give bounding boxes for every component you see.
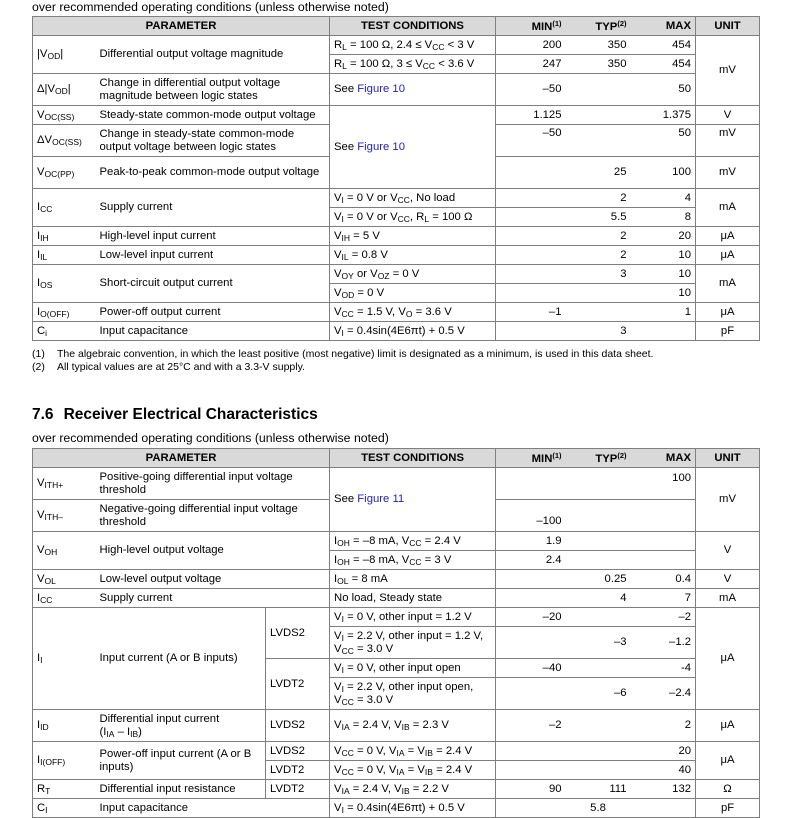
min-value [496,189,566,208]
max-value: 100 [631,157,696,189]
param-symbol: $V_{OC(PP)}$ [33,157,96,189]
param-description: Change in differential output voltage magnitude between logic states [96,74,330,106]
typ-value: 2 [566,189,631,208]
receiver-electrical-characteristics-table [32,448,760,818]
typ-value: 111 [566,780,631,799]
typ-value: 3 [566,322,631,341]
typ-value: 3 [566,265,631,284]
min-value [496,284,566,303]
typ-value [566,125,631,157]
param-symbol: $R_T$ [33,780,96,799]
typ-value [566,608,631,627]
table-footnotes [32,348,653,374]
param-description: Supply current [96,589,330,608]
test-condition: $I_{OH} = -8$ mA, $V_{CC} = 3$ V [330,551,496,570]
min-value [496,678,566,710]
test-condition: $I_{OH} = -8$ mA, $V_{CC} = 2.4$ V [330,532,496,551]
param-symbol: $\Delta|V_{OD}|$ [33,74,96,106]
max-value [631,500,696,532]
max-value: 10 [631,246,696,265]
param-description: Input capacitance [96,322,330,341]
test-condition: $R_L = 100$ Ω, $2.4 \le V_{CC} < 3$ V [330,36,496,55]
unit-value: μA [696,227,760,246]
param-symbol: $I_{IL}$ [33,246,96,265]
receiver-table-subtitle: over recommended operating conditions (unless otherwise noted) [32,431,389,445]
min-value [496,157,566,189]
typ-value: –6 [566,678,631,710]
min-value: –100 [496,500,566,532]
max-value: 1 [631,303,696,322]
unit-value: pF [696,322,760,341]
min-value: 247 [496,55,566,74]
header-min: MIN$^{(1)}$ [496,17,566,36]
param-description: High-level input current [96,227,330,246]
typ-value [566,532,631,551]
max-value: –1.2 [631,627,696,659]
test-condition: $V_{IH} = 5$ V [330,227,496,246]
min-value: 2.4 [496,551,566,570]
typ-value: 2 [566,227,631,246]
min-value: –50 [496,125,566,157]
unit-value: μA [696,246,760,265]
table-row [33,36,760,55]
unit-value: V [696,106,760,125]
table-row [33,780,760,799]
max-value: 4 [631,189,696,208]
param-symbol: $I_{OS}$ [33,265,96,303]
typ-value: 4 [566,589,631,608]
test-condition: $V_{CC} = 1.5$ V, $V_O = 3.6$ V [330,303,496,322]
param-symbol: $V_{ITH-}$ [33,500,96,532]
typ-value: –3 [566,627,631,659]
typ-value: 5.8 [566,799,631,818]
param-description: Change in steady-state common-mode output voltage between logic states [96,125,330,157]
min-value: 1.125 [496,106,566,125]
device-variant: LVDS2 [266,608,330,659]
table-row [33,106,760,125]
param-symbol: $C_i$ [33,322,96,341]
table-row [33,74,760,106]
figure-10-link[interactable]: Figure 10 [357,140,405,153]
test-condition: $V_I = 0.4\sin(4E6\pi t) + 0.5$ V [330,799,496,818]
param-description: Differential input resistance [96,780,266,799]
param-symbol: $\Delta V_{OC(SS)}$ [33,125,96,157]
param-symbol: $V_{OL}$ [33,570,96,589]
typ-value [566,284,631,303]
param-description: Power-off output current [96,303,330,322]
min-value [496,589,566,608]
unit-value: mV [696,468,760,532]
param-symbol: $C_I$ [33,799,96,818]
figure-11-link[interactable]: Figure 11 [357,493,405,506]
max-value: 20 [631,742,696,761]
unit-value: μA [696,608,760,710]
unit-value: μA [696,710,760,742]
min-value: 200 [496,36,566,55]
param-symbol: $V_{OH}$ [33,532,96,570]
max-value [631,322,696,341]
test-condition: $V_I = 2.2$ V, other input = 1.2 V, $V_{CC} = 3.0$ V [330,627,496,659]
param-description: Input current (A or B inputs) [96,608,266,710]
min-value: –40 [496,659,566,678]
test-condition: $V_{IA} = 2.4$ V, $V_{IB} = 2.3$ V [330,710,496,742]
param-description: Peak-to-peak common-mode output voltage [96,157,330,189]
typ-value: 0.25 [566,570,631,589]
max-value: 1.375 [631,106,696,125]
unit-value: mV [696,36,760,106]
device-variant: LVDT2 [266,659,330,710]
max-value: 40 [631,761,696,780]
max-value: –2.4 [631,678,696,710]
param-description: Low-level output voltage [96,570,330,589]
header-unit: UNIT [696,17,760,36]
min-value [496,468,566,500]
table-row [33,468,760,500]
table-row [33,570,760,589]
table-row [33,189,760,208]
test-condition: $V_{IL} = 0.8$ V [330,246,496,265]
min-value [496,627,566,659]
max-value: 454 [631,36,696,55]
unit-value: V [696,532,760,570]
header-typ: TYP$^{(2)}$ [566,17,631,36]
device-variant: LVDS2 [266,742,330,761]
section-heading [32,406,318,424]
param-symbol: $I_{ID}$ [33,710,96,742]
driver-table-subtitle: over recommended operating conditions (unless otherwise noted) [32,0,389,14]
max-value: 20 [631,227,696,246]
max-value: –2 [631,608,696,627]
typ-value: 350 [566,55,631,74]
max-value: 100 [631,468,696,500]
header-min: MIN$^{(1)}$ [496,449,566,468]
param-symbol: $I_I$ [33,608,96,710]
table-row [33,265,760,284]
table-row [33,589,760,608]
param-description: Steady-state common-mode output voltage [96,106,330,125]
header-test-conditions: TEST CONDITIONS [330,17,496,36]
typ-value [566,742,631,761]
param-symbol: $I_{IH}$ [33,227,96,246]
test-condition: $V_I = 0$ V, other input = 1.2 V [330,608,496,627]
max-value: 50 [631,74,696,106]
header-row [33,449,760,468]
test-condition: $I_{OL} = 8$ mA [330,570,496,589]
min-value [496,761,566,780]
max-value: 2 [631,710,696,742]
table-row [33,246,760,265]
typ-value [566,761,631,780]
param-symbol: $I_{CC}$ [33,189,96,227]
table-row [33,322,760,341]
min-value [496,570,566,589]
header-unit: UNIT [696,449,760,468]
param-description: Differential input current $(I_{IA} - I_{IB})$ [96,710,266,742]
test-condition: $V_{IA} = 2.4$ V, $V_{IB} = 2.2$ V [330,780,496,799]
header-parameter: PARAMETER [33,449,330,468]
max-value: -4 [631,659,696,678]
footnote-1: (1) The algebraic convention, in which the least positive (most negative) limit is designated as a minimum, is used in this data sheet. [32,348,654,360]
header-typ: TYP$^{(2)}$ [566,449,631,468]
max-value: 0.4 [631,570,696,589]
unit-value: mV [696,157,760,189]
unit-value: mA [696,265,760,303]
test-condition: See Figure 11 [330,468,496,532]
min-value [496,227,566,246]
param-symbol: $V_{ITH+}$ [33,468,96,500]
typ-value: 5.5 [566,208,631,227]
param-description: Power-off input current (A or B inputs) [96,742,266,780]
param-description: Negative-going differential input voltage threshold [96,500,330,532]
unit-value: mV [696,125,760,157]
test-condition: No load, Steady state [330,589,496,608]
max-value [631,551,696,570]
test-condition: See Figure 10 [330,74,496,106]
max-value: 8 [631,208,696,227]
param-description: Positive-going differential input voltage threshold [96,468,330,500]
unit-value: μA [696,303,760,322]
typ-value [566,468,631,500]
min-value: –50 [496,74,566,106]
param-description: Differential output voltage magnitude [96,36,330,74]
param-symbol: $V_{OC(SS)}$ [33,106,96,125]
param-description: Supply current [96,189,330,227]
table-row [33,710,760,742]
test-condition: $V_{OD} = 0$ V [330,284,496,303]
max-value: 50 [631,125,696,157]
unit-value: pF [696,799,760,818]
typ-value [566,74,631,106]
table-row [33,532,760,551]
table-row [33,742,760,761]
param-description: Input capacitance [96,799,330,818]
test-condition: $V_I = 0.4\sin(4E6\pi t) + 0.5$ V [330,322,496,341]
header-parameter: PARAMETER [33,17,330,36]
min-value: 1.9 [496,532,566,551]
max-value: 454 [631,55,696,74]
param-symbol: $I_{CC}$ [33,589,96,608]
min-value [496,322,566,341]
param-description: Low-level input current [96,246,330,265]
max-value: 132 [631,780,696,799]
unit-value: mA [696,189,760,227]
device-variant: LVDT2 [266,780,330,799]
footnote-2: (2) All typical values are at 25°C and with a 3.3-V supply. [32,361,305,373]
table-row [33,303,760,322]
test-condition: $R_L = 100$ Ω, $3 \le V_{CC} < 3.6$ V [330,55,496,74]
test-condition: $V_I = 2.2$ V, other input open, $V_{CC} = 3.0$ V [330,678,496,710]
device-variant: LVDT2 [266,761,330,780]
typ-value: 25 [566,157,631,189]
min-value: –20 [496,608,566,627]
test-condition: $V_I = 0$ V or $V_{CC}$, No load [330,189,496,208]
test-condition: $V_{CC} = 0$ V, $V_{IA} = V_{IB} = 2.4$ V [330,742,496,761]
header-test-conditions: TEST CONDITIONS [330,449,496,468]
param-description: Short-circuit output current [96,265,330,303]
min-value [496,246,566,265]
typ-value [566,551,631,570]
min-value: 90 [496,780,566,799]
param-symbol: $I_{O(OFF)}$ [33,303,96,322]
max-value: 7 [631,589,696,608]
typ-value [566,659,631,678]
max-value: 10 [631,265,696,284]
unit-value: V [696,570,760,589]
figure-10-link[interactable]: Figure 10 [357,83,405,96]
min-value: –2 [496,710,566,742]
test-condition: $V_{OY}$ or $V_{OZ} = 0$ V [330,265,496,284]
param-symbol: $I_{I(OFF)}$ [33,742,96,780]
param-symbol: $|V_{OD}|$ [33,36,96,74]
header-max: MAX [631,449,696,468]
table-row [33,608,760,627]
min-value [496,208,566,227]
table-row [33,227,760,246]
header-row [33,17,760,36]
typ-value [566,500,631,532]
unit-value: Ω [696,780,760,799]
min-value [496,265,566,284]
typ-value [566,303,631,322]
test-condition: $V_{CC} = 0$ V, $V_{IA} = V_{IB} = 2.4$ V [330,761,496,780]
typ-value [566,710,631,742]
test-condition: $V_I = 0$ V, other input open [330,659,496,678]
min-value [496,742,566,761]
driver-electrical-characteristics-table [32,16,760,341]
min-value: –1 [496,303,566,322]
max-value [631,532,696,551]
section-title: Receiver Electrical Characteristics [63,406,318,423]
header-max: MAX [631,17,696,36]
unit-value: mA [696,589,760,608]
device-variant: LVDS2 [266,710,330,742]
typ-value: 350 [566,36,631,55]
max-value: 10 [631,284,696,303]
typ-value [566,106,631,125]
test-condition: See Figure 10 [330,106,496,189]
unit-value: μA [696,742,760,780]
param-description: High-level output voltage [96,532,330,570]
typ-value: 2 [566,246,631,265]
section-number: 7.6 [32,406,54,423]
test-condition: $V_I = 0$ V or $V_{CC}$, $R_L = 100$ Ω [330,208,496,227]
